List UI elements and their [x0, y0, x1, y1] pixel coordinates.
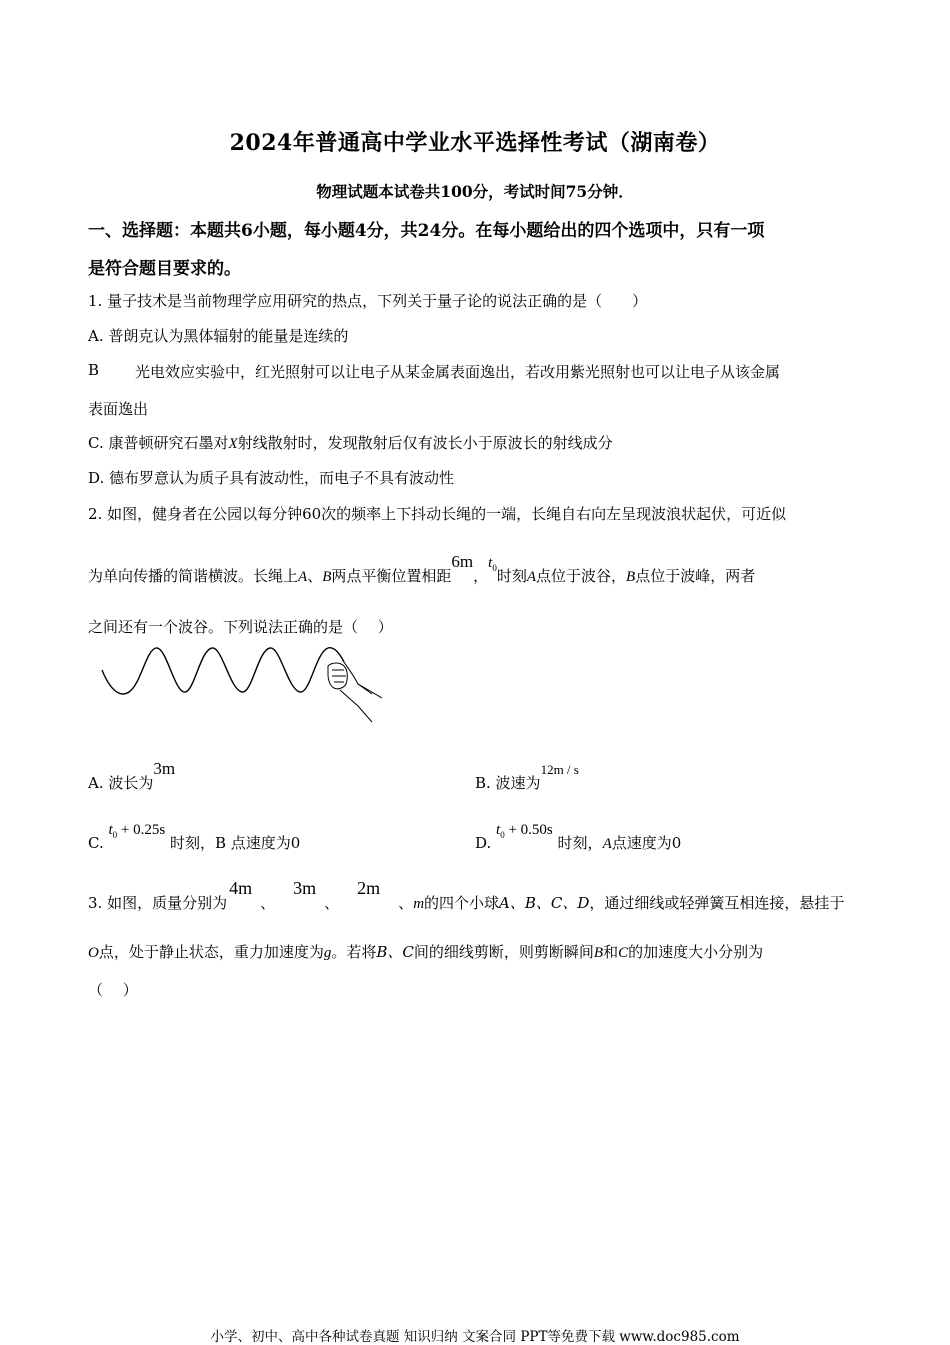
- q1-option-d: D. 德布罗意认为质子具有波动性，而电子不具有波动性: [88, 469, 455, 487]
- page-subtitle: 物理试题本试卷共100分，考试时间75分钟．: [316, 182, 634, 201]
- q2-stem-line1: 2. 如图，健身者在公园以每分钟60次的频率上下抖动长绳的一端，长绳自右向左呈现波浪状起伏，可近似: [88, 505, 787, 523]
- rope-wave: [102, 648, 344, 694]
- section-heading-line2: 是符合题目要求的。: [88, 259, 241, 279]
- q2-stem-line2: 为单向传播的简谐横波。长绳上A、B两点平衡位置相距6m，$t_0$时刻A点位于波谷，B点位于波峰，两者: [88, 552, 756, 585]
- q3-stem-line1: 3. 如图，质量分别为4m、3m、2m、m的四个小球A、B、C、D，通过细线或轻弹簧互相连接，悬挂于: [88, 878, 845, 912]
- page-title: 2024年普通高中学业水平选择性考试（湖南卷）: [229, 130, 721, 156]
- q1-stem: 1. 量子技术是当前物理学应用研究的热点，下列关于量子论的说法正确的是（ ）: [88, 292, 648, 310]
- q2-option-a: A. 波长为3m: [88, 759, 176, 792]
- q2-distance: 6m: [451, 552, 474, 571]
- q1-option-b-label: B: [88, 361, 100, 379]
- q2-stem-line3: 之间还有一个波谷。下列说法正确的是（ ）: [88, 618, 393, 636]
- hand-icon: [328, 662, 382, 722]
- q2-option-b: B. 波速为12m / s: [475, 762, 579, 792]
- q1-option-a: A. 普朗克认为黑体辐射的能量是连续的: [88, 327, 349, 345]
- q2-option-d: D. $t_0 + 0.50s$ 时刻，A点速度为0: [475, 822, 682, 852]
- q3-stem-line3: （ ）: [88, 981, 138, 999]
- page-footer: 小学、初中、高中各种试卷真题 知识归纳 文案合同 PPT等免费下载 www.doc985.com: [210, 1329, 740, 1345]
- section-heading-line1: 一、选择题：本题共6小题，每小题4分，共24分。在每小题给出的四个选项中，只有一项: [88, 221, 765, 241]
- q2-option-c: C. $t_0 + 0.25s$ 时刻，B 点速度为0: [88, 822, 301, 852]
- q1-option-b-line1: 光电效应实验中，红光照射可以让电子从某金属表面逸出，若改用紫光照射也可以让电子从该金属: [135, 363, 781, 381]
- q3-stem-line2: O点，处于静止状态，重力加速度为g。若将B、C间的细线剪断，则剪断瞬间B和C的加速度大小分别为: [88, 943, 764, 961]
- rope-wave-figure: [96, 640, 396, 730]
- q1-option-b-line2: 表面逸出: [88, 400, 149, 418]
- q1-option-c: C. 康普顿研究石墨对X射线散射时，发现散射后仅有波长小于原波长的射线成分: [88, 434, 613, 452]
